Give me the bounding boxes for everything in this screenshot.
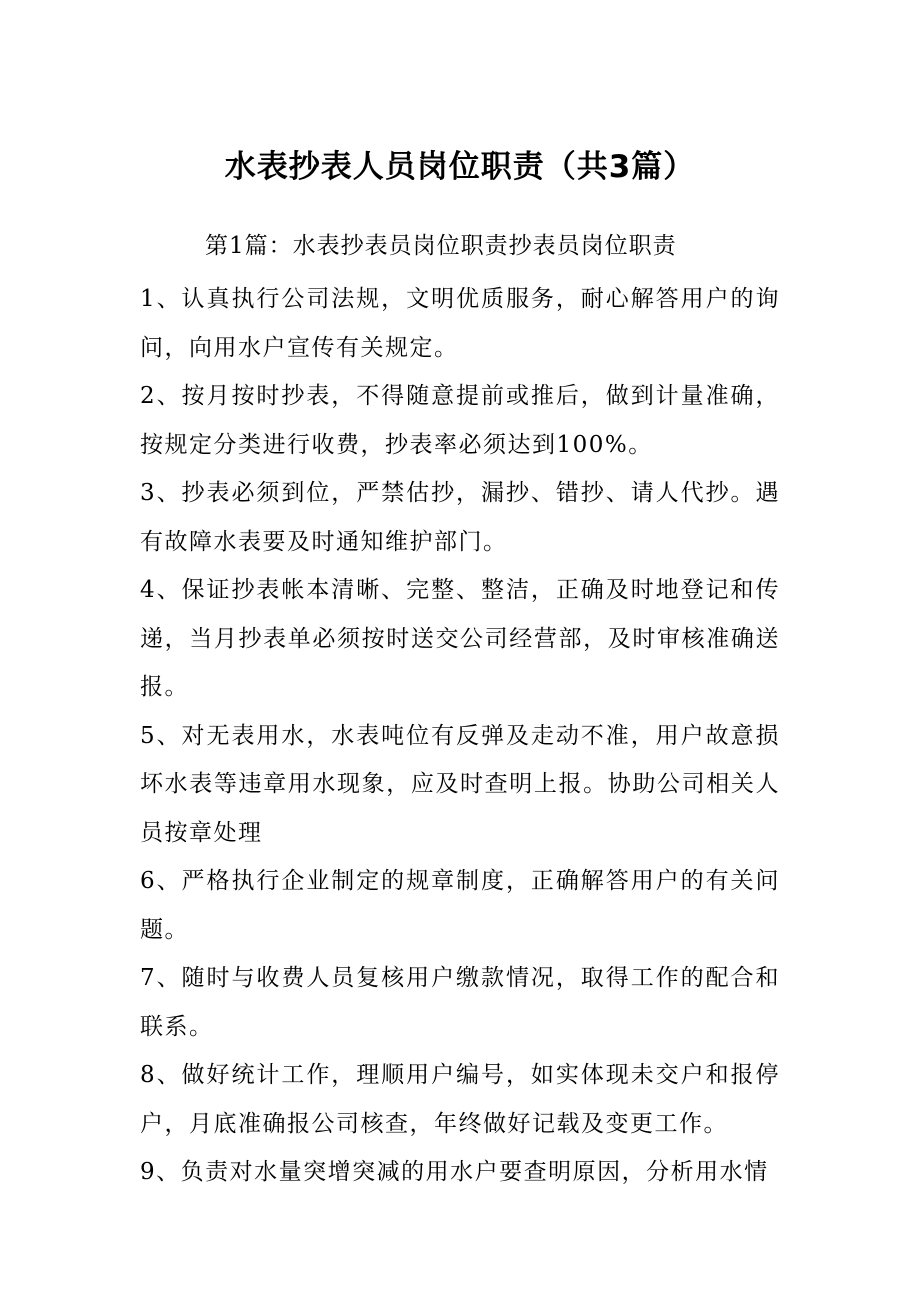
duty-item-6: 6、严格执行企业制定的规章制度，正确解答用户的有关问题。 xyxy=(140,868,780,943)
duty-list xyxy=(140,275,780,1197)
duty-item-1: 1、认真执行公司法规，文明优质服务，耐心解答用户的询问，向用水户宣传有关规定。 xyxy=(140,286,780,361)
duty-item-7: 7、随时与收费人员复核用户缴款情况，取得工作的配合和联系。 xyxy=(140,965,780,1040)
duty-item-2: 2、按月按时抄表，不得随意提前或推后，做到计量准确，按规定分类进行收费，抄表率必须达到100%。 xyxy=(140,383,780,458)
document-title: 水表抄表人员岗位职责（共3篇） xyxy=(224,149,696,185)
duty-item-9: 9、负责对水量突增突减的用水户要查明原因，分析用水情 xyxy=(140,1159,769,1185)
section-heading: 第1篇：水表抄表员岗位职责抄表员岗位职责 xyxy=(205,233,677,259)
duty-item-5: 5、对无表用水，水表吨位有反弹及走动不准，用户故意损坏水表等违章用水现象，应及时查明上报。协助公司相关人员按章处理 xyxy=(140,722,780,846)
duty-item-8: 8、做好统计工作，理顺用户编号，如实体现未交户和报停户，月底准确报公司核查，年终做好记载及变更工作。 xyxy=(140,1062,780,1137)
duty-item-3: 3、抄表必须到位，严禁估抄，漏抄、错抄、请人代抄。遇有故障水表要及时通知维护部门。 xyxy=(140,480,780,555)
duty-item-4: 4、保证抄表帐本清晰、完整、整洁，正确及时地登记和传递，当月抄表单必须按时送交公司经营部，及时审核准确送报。 xyxy=(140,577,780,700)
